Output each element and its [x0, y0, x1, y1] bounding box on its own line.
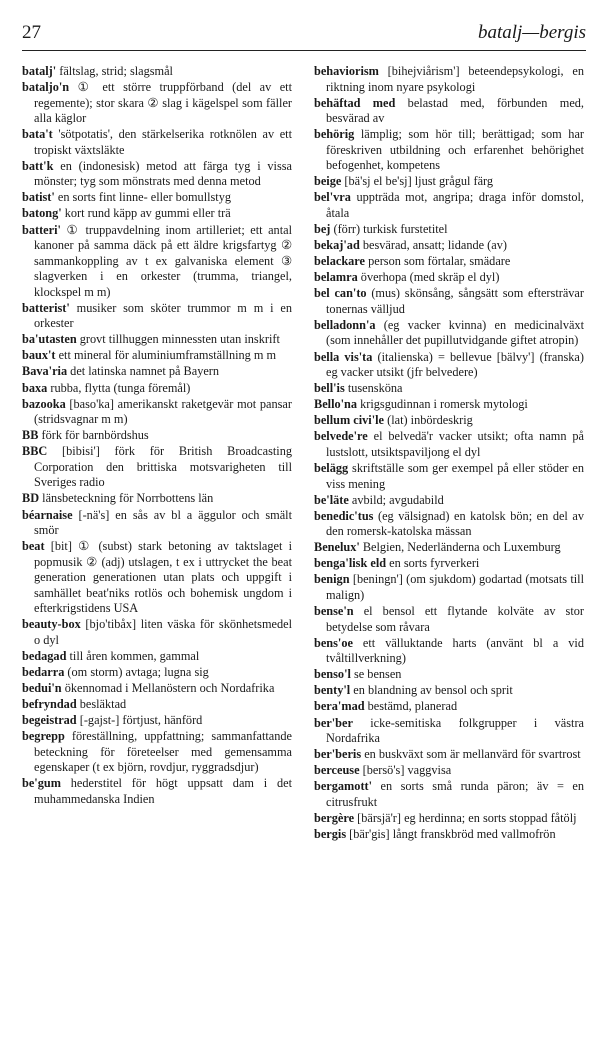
- dictionary-entry: [22, 159, 292, 190]
- dictionary-entry: [22, 223, 292, 301]
- entry-definition: ① truppavdelning inom artilleriet; ett antal kanoner på samma däck på ett äldre krigsfartyg ② sammankoppling av t ex galvaniska element ③ slagverken i en orkester (trumma, triangel, klockspel m m): [34, 222, 292, 299]
- entry-headword: BBC: [22, 444, 48, 459]
- entry-definition: [-gajst-] förtjust, hänförd: [76, 713, 203, 728]
- entry-headword: belvede're: [314, 429, 368, 444]
- entry-definition: en sorts fyrverkeri: [386, 556, 480, 571]
- entry-definition: [-nä's] en sås av bl a äggulor och smält smör: [34, 507, 292, 537]
- entry-definition: [baso'ka] amerikanskt raketgevär mot pansar (stridsvagnar m m): [34, 396, 292, 427]
- entry-definition: ett mineral för aluminiumframställning m m: [55, 348, 277, 363]
- dictionary-entry: [22, 697, 292, 713]
- dictionary-entry: [22, 397, 292, 428]
- entry-headword: ber'ber: [314, 715, 353, 730]
- entry-definition: [bersö's] vaggvisa: [359, 763, 452, 778]
- entry-definition: 'sötpotatis', den stärkelserika rotknölen av ett tropiskt växtsläkte: [34, 127, 292, 157]
- dictionary-entry: [314, 667, 584, 683]
- dictionary-entry: [314, 429, 584, 460]
- entry-headword: bens'oe: [314, 635, 353, 650]
- entry-headword: Bava'ria: [22, 364, 68, 379]
- entry-headword: bella vis'ta: [314, 349, 373, 364]
- entry-headword: batist': [22, 190, 55, 205]
- entry-definition: bestämd, planerad: [364, 699, 458, 714]
- dictionary-entry: [314, 763, 584, 779]
- dictionary-entry: [22, 206, 292, 222]
- dictionary-entry: [314, 716, 584, 747]
- entry-headword: bergamott': [314, 779, 373, 794]
- left-column: [22, 64, 292, 1054]
- entry-definition: (italienska) = bellevue [bälvy'] (franska) eg vacker utsikt (jfr belvedere): [326, 349, 584, 380]
- entry-headword: behörig: [314, 127, 355, 142]
- entry-headword: bedagad: [22, 648, 67, 663]
- entry-definition: [bit] ① (subst) stark betoning av taktslaget i popmusik ② (adj) utslagen, t ex i uttrycket the beat generation generationen utan plats och uppgift i samhället beat'niks rotlös och bohemisk ungdom i efterkrigstidens USA: [34, 539, 292, 616]
- dictionary-entry: [314, 190, 584, 221]
- entry-definition: (mus) skönsång, sångsätt som eftersträvar tonernas välljud: [326, 286, 584, 316]
- entry-headword: bedui'n: [22, 680, 62, 695]
- entry-definition: fältslag, strid; slagsmål: [56, 64, 173, 78]
- dictionary-entry: [22, 332, 292, 348]
- entry-definition: en blandning av bensol och sprit: [350, 683, 513, 698]
- entry-definition: [beningn'] (om sjukdom) godartad (motsats till malign): [326, 572, 584, 602]
- dictionary-entry: [314, 397, 584, 413]
- entry-headword: baux't: [22, 348, 56, 363]
- dictionary-entry: [22, 713, 292, 729]
- entry-headword: BB: [22, 428, 39, 443]
- entry-definition: (lat) inbördeskrig: [384, 413, 473, 428]
- entry-headword: bellum civi'le: [314, 413, 385, 428]
- entry-definition: grovt tillhuggen minnessten utan inskrift: [76, 332, 280, 347]
- entry-headword: benedic'tus: [314, 508, 374, 523]
- entry-definition: tusensköna: [344, 381, 403, 396]
- entry-definition: förk för barnbördshus: [38, 428, 149, 443]
- entry-definition: (förr) turkisk furstetitel: [330, 221, 448, 236]
- entry-definition: lämplig; som hör till; berättigad; som har föreskriven utbildning och erfarenhet behörighet befogenhet, kompetens: [326, 127, 584, 173]
- entry-definition: [bärsjä'r] eg herdinna; en sorts stoppad fåtölj: [354, 810, 577, 825]
- header-rule: [22, 50, 586, 51]
- entry-definition: överhopa (med skräp el dyl): [357, 270, 500, 285]
- entry-definition: belastad med, förbunden med, besvärad av: [326, 95, 584, 126]
- entry-headword: bergis: [314, 827, 347, 841]
- entry-definition: en sorts små runda päron; äv = en citrusfrukt: [326, 779, 584, 809]
- dictionary-entry: [314, 254, 584, 270]
- entry-definition: besläktad: [76, 697, 127, 712]
- entry-headword: berceuse: [314, 763, 360, 778]
- dictionary-entry: [314, 747, 584, 763]
- dictionary-entry: [314, 827, 584, 843]
- entry-definition: kort rund käpp av gummi eller trä: [61, 206, 231, 221]
- entry-definition: [bär'gis] långt franskbröd med vallmofrön: [346, 827, 556, 841]
- entry-definition: det latinska namnet på Bayern: [67, 364, 220, 379]
- entry-definition: [bä'sj el be'sj] ljust grågul färg: [341, 174, 494, 189]
- entry-headword: ber'beris: [314, 747, 362, 762]
- entry-definition: musiker som sköter trummor m m i en orkester: [34, 300, 292, 331]
- page-header: [22, 22, 586, 46]
- entry-headword: begrepp: [22, 729, 65, 744]
- entry-headword: bata't: [22, 127, 53, 142]
- entry-headword: beige: [314, 174, 342, 189]
- entry-definition: se bensen: [350, 667, 402, 682]
- entry-headword: benga'lisk eld: [314, 556, 387, 571]
- dictionary-entry: [22, 776, 292, 807]
- entry-headword: behäftad med: [314, 95, 396, 110]
- entry-headword: beat: [22, 539, 45, 554]
- entry-headword: bense'n: [314, 604, 354, 619]
- entry-definition: [bibisi'] förk för British Broadcasting Corporation den brittiska motsvarigheten till Sveriges radio: [34, 444, 292, 490]
- entry-headword: baxa: [22, 380, 48, 395]
- running-head: batalj—bergis: [477, 22, 586, 43]
- entry-headword: beauty-box: [22, 617, 81, 632]
- entry-headword: bera'mad: [314, 699, 365, 714]
- dictionary-entry: [22, 80, 292, 127]
- entry-definition: rubba, flytta (tunga föremål): [47, 380, 191, 395]
- entry-headword: batterist': [22, 300, 70, 315]
- dictionary-entry: [22, 649, 292, 665]
- entry-definition: (eg välsignad) en katolsk bön; en del av den romersk-katolska mässan: [326, 508, 584, 539]
- entry-headword: benty'l: [314, 683, 351, 698]
- dictionary-entry: [314, 270, 584, 286]
- entry-headword: BD: [22, 491, 40, 506]
- entry-headword: bel'vra: [314, 190, 351, 205]
- entry-definition: en sorts fint linne- eller bomullstyg: [54, 190, 232, 205]
- dictionary-entry: [22, 428, 292, 444]
- entry-definition: en buskväxt som är mellanvärd för svartrost: [361, 747, 581, 762]
- entry-headword: belackare: [314, 254, 366, 269]
- entry-definition: (om storm) avtaga; lugna sig: [64, 664, 209, 679]
- entry-definition: icke-semitiska folkgrupper i västra Nordafrika: [326, 715, 584, 746]
- dictionary-entry: [314, 174, 584, 190]
- entry-headword: belladonn'a: [314, 317, 376, 332]
- entry-headword: bel can'to: [314, 286, 367, 301]
- entry-definition: länsbeteckning för Norrbottens län: [39, 491, 214, 506]
- dictionary-entry: [314, 461, 584, 492]
- dictionary-entry: [314, 381, 584, 397]
- entry-definition: [bihejviårism'] beteendepsykologi, en riktning inom nyare psykologi: [326, 64, 584, 94]
- entry-definition: ökennomad i Mellanöstern och Nordafrika: [61, 680, 275, 695]
- entry-definition: till åren kommen, gammal: [66, 648, 200, 663]
- dictionary-entry: [314, 556, 584, 572]
- entry-headword: bedarra: [22, 664, 65, 679]
- dictionary-entry: [22, 681, 292, 697]
- entry-definition: avbild; avgudabild: [348, 492, 444, 507]
- entry-definition: ett välluktande harts (använt bl a vid tvåltillverkning): [326, 635, 584, 666]
- dictionary-entry: [314, 222, 584, 238]
- entry-headword: ba'utasten: [22, 332, 77, 347]
- dictionary-entry: [314, 540, 584, 556]
- dictionary-entry: [22, 190, 292, 206]
- dictionary-entry: [22, 617, 292, 648]
- entry-headword: bekaj'ad: [314, 238, 360, 253]
- entry-definition: föreställning, uppfattning; sammanfattande beteckning för företeelser med gemensamma egenskaper (t ex björn, rovdjur, ryggradsdjur): [34, 729, 292, 775]
- entry-headword: belamra: [314, 270, 358, 285]
- entry-definition: el belvedä'r vacker utsikt; ofta namn på lustslott, utsiktspaviljong el dyl: [326, 429, 584, 459]
- dictionary-entry: [22, 381, 292, 397]
- dictionary-entry: [314, 286, 584, 317]
- entry-headword: befryndad: [22, 697, 77, 712]
- entry-headword: belägg: [314, 461, 349, 475]
- entry-headword: bej: [314, 221, 331, 236]
- dictionary-entry: [22, 301, 292, 332]
- dictionary-entry: [22, 491, 292, 507]
- entry-headword: begeistrad: [22, 713, 77, 728]
- dictionary-entry: [314, 636, 584, 667]
- entry-definition: ① ett större truppförband (del av ett regemente); stor skara ② slag i kägelspel som fäller alla käglor: [34, 80, 292, 126]
- entry-definition: el bensol ett flytande kolväte av stor betydelse som råvara: [326, 604, 584, 634]
- dictionary-entry: [314, 683, 584, 699]
- entry-headword: bergère: [314, 810, 355, 825]
- dictionary-entry: [314, 509, 584, 540]
- entry-definition: hederstitel för högt uppsatt dam i det muhammedanska Indien: [34, 776, 292, 806]
- dictionary-entry: [314, 238, 584, 254]
- dictionary-entry: [22, 665, 292, 681]
- dictionary-entry: [314, 96, 584, 127]
- dictionary-entry: [314, 350, 584, 381]
- entry-headword: be'läte: [314, 492, 349, 507]
- dictionary-entry: [314, 493, 584, 509]
- dictionary-entry: [22, 348, 292, 364]
- entry-headword: batt'k: [22, 158, 54, 173]
- entry-headword: batalj': [22, 64, 57, 78]
- page-number: 27: [22, 22, 41, 43]
- entry-definition: besvärad, ansatt; lidande (av): [359, 238, 507, 253]
- dictionary-entry: [314, 604, 584, 635]
- dictionary-entry: [22, 364, 292, 380]
- dictionary-entry: [314, 699, 584, 715]
- entry-definition: uppträda mot, angripa; draga inför domstol, åtala: [326, 190, 584, 220]
- entry-headword: batteri': [22, 222, 61, 237]
- entry-definition: skriftställe som ger exempel på eller stöder en viss mening: [326, 461, 584, 491]
- entry-headword: be'gum: [22, 776, 61, 791]
- entry-headword: behaviorism: [314, 64, 379, 78]
- entry-definition: (eg vacker kvinna) en medicinalväxt (som innehåller det pupillutvidgande giftet atropin): [326, 317, 584, 348]
- dictionary-entry: [314, 572, 584, 603]
- entry-headword: bazooka: [22, 396, 66, 411]
- entry-headword: benign: [314, 572, 350, 587]
- entry-headword: béarnaise: [22, 507, 73, 522]
- dictionary-entry: [314, 413, 584, 429]
- entry-headword: Bello'na: [314, 397, 358, 412]
- dictionary-entry: [22, 729, 292, 776]
- entry-headword: Benelux': [314, 540, 360, 555]
- dictionary-entry: [22, 444, 292, 491]
- dictionary-entry: [22, 64, 292, 80]
- entry-headword: benso'l: [314, 667, 351, 682]
- entry-headword: batong': [22, 206, 62, 221]
- entry-definition: en (indonesisk) metod att färga tyg i vissa mönster; tyg som mönstrats med denna metod: [34, 158, 292, 189]
- dictionary-entry: [314, 318, 584, 349]
- entry-headword: bell'is: [314, 381, 345, 396]
- right-column: [314, 64, 584, 1054]
- entry-definition: [bjo'tibåx] liten väska för skönhetsmedel o dyl: [34, 617, 292, 647]
- dictionary-entry: [22, 127, 292, 158]
- dictionary-entry: [22, 508, 292, 539]
- entry-definition: krigsgudinnan i romersk mytologi: [357, 397, 528, 412]
- entry-definition: Belgien, Nederländerna och Luxemburg: [359, 540, 561, 555]
- dictionary-entry: [314, 811, 584, 827]
- entry-definition: person som förtalar, smädare: [365, 254, 511, 269]
- dictionary-entry: [22, 539, 292, 617]
- entry-headword: bataljo'n: [22, 80, 70, 95]
- dictionary-entry: [314, 64, 584, 95]
- dictionary-entry: [314, 779, 584, 810]
- dictionary-entry: [314, 127, 584, 174]
